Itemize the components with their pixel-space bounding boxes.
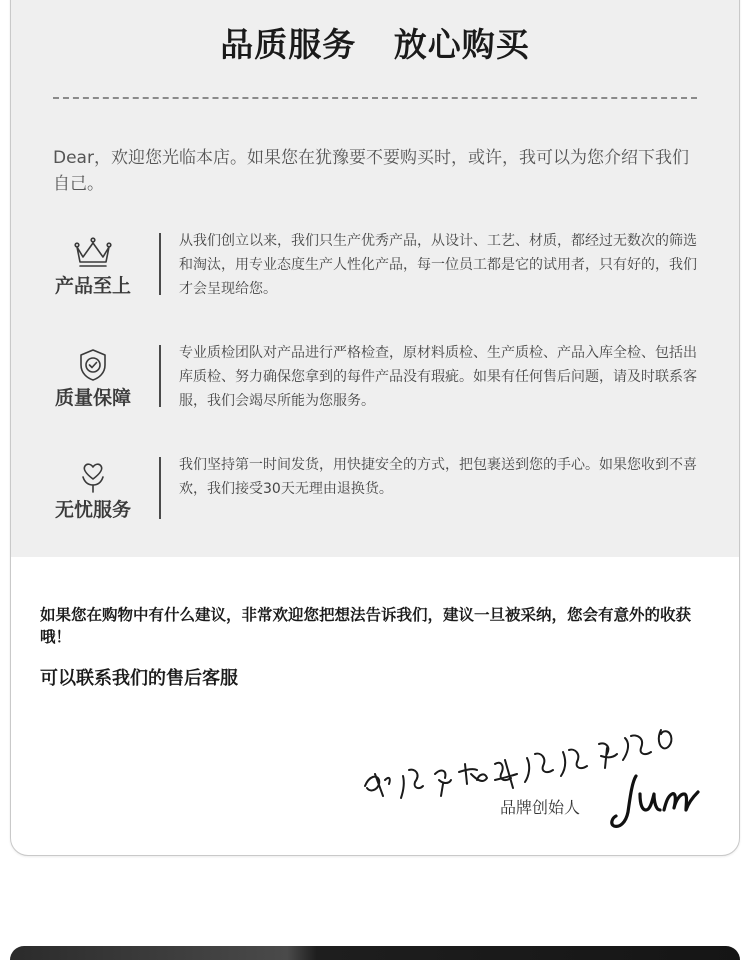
- suggestion-text: 如果您在购物中有什么建议，非常欢迎您把想法告诉我们，建议一旦被采纳，您会有意外的收获哦！: [40, 606, 692, 646]
- contact-customer-service-text: 可以联系我们的售后客服: [40, 668, 238, 689]
- feature-product-first: [41, 233, 701, 329]
- feature-description: 专业质检团队对产品进行严格检查，原材料质检、生产质检、产品入库全检、包括出库质检、努力确保您拿到的每件产品没有瑕疵。如果有任何售后问题，请及时联系客服，我们会竭尽所能为您服务。: [179, 345, 697, 409]
- next-section-banner: [10, 946, 740, 960]
- shield-check-icon: [71, 347, 115, 383]
- intro-text: Dear，欢迎您光临本店。如果您在犹豫要不要购买时，或许，我可以为您介绍下我们自己。: [53, 148, 689, 194]
- feature-label: 质量保障: [54, 387, 131, 409]
- feature-quality-assurance: [41, 345, 701, 441]
- feature-worry-free-service: [41, 457, 701, 553]
- heart-hand-icon: [71, 459, 115, 495]
- feature-description: 我们坚持第一时间发货，用快捷安全的方式，把包裹送到您的手心。如果您收到不喜欢，我们接受30天无理由退换货。: [179, 457, 697, 497]
- founder-label: 品牌创始人: [500, 798, 581, 817]
- page-title: 品质服务 放心购买: [220, 25, 530, 64]
- dashed-divider: [53, 97, 697, 99]
- feature-description: 从我们创立以来，我们只生产优秀产品，从设计、工艺、材质，都经过无数次的筛选和淘汰，用专业态度生产人性化产品，每一位员工都是它的试用者，只有好的，我们才会呈现给您。: [179, 233, 697, 297]
- feature-label: 无忧服务: [54, 499, 131, 521]
- vertical-divider: [159, 457, 161, 519]
- crown-icon: [71, 235, 115, 271]
- vertical-divider: [159, 345, 161, 407]
- founder-name-signature: [610, 770, 700, 832]
- feature-label: 产品至上: [54, 275, 131, 297]
- service-section: [11, 0, 739, 557]
- vertical-divider: [159, 233, 161, 295]
